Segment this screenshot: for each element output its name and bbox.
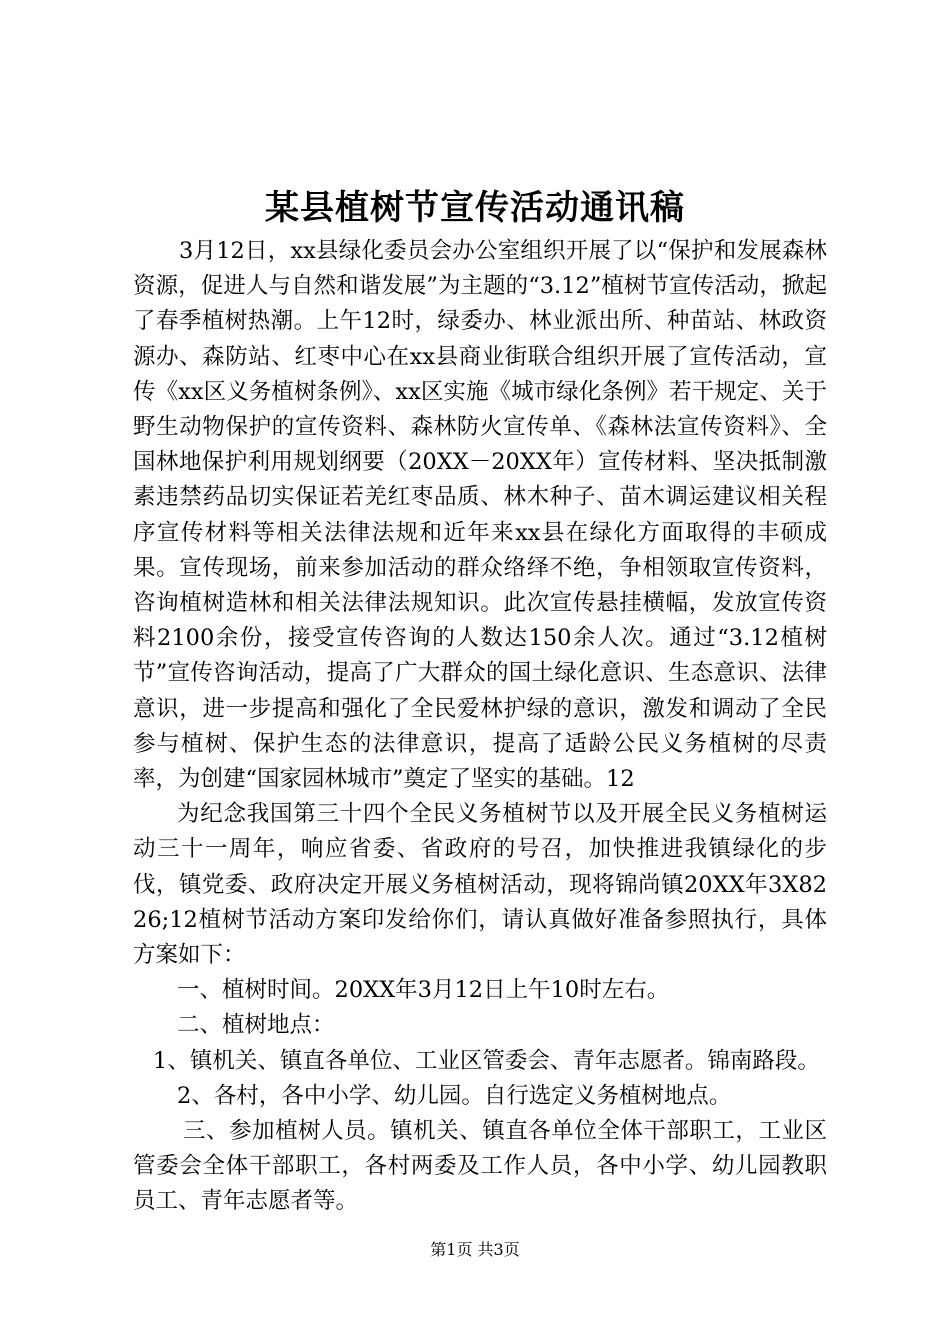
paragraph-plan-intro: 为纪念我国第三十四个全民义务植树节以及开展全民义务植树运动三十一周年，响应省委、省政府的号召，加快推进我镇绿化的步伐，镇党委、政府决定开展义务植树活动，现将锦尚镇20XX年3X8226;12植树节活动方案印发给你们，请认真做好准备参照执行，具体方案如下： [133,801,827,969]
paragraph-planting-time: 一、植树时间。20XX年3月12日上午10时左右。 [177,977,670,1004]
paragraph-planting-location: 二、植树地点： [177,1012,335,1039]
paragraph-participants: 三、参加植树人员。镇机关、镇直各单位全体干部职工，工业区管委会全体干部职工，各村两委及工作人员，各中小学、幼儿园教职员工、青年志愿者等。 [133,1118,827,1215]
paragraph-location-item-1: 1、镇机关、镇直各单位、工业区管委会、青年志愿者。锦南路段。 [153,1047,820,1074]
document-body [133,234,827,1220]
page-footer: 第1页 共3页 [430,1240,520,1259]
paragraph-publicity-report: 3月12日，xx县绿化委员会办公室组织开展了以“保护和发展森林资源，促进人与自然和谐发展”为主题的“3.12”植树节宣传活动，掀起了春季植树热潮。上午12时，绿委办、林业派出所、种苗站、林政资源办、森防站、红枣中心在xx县商业街联合组织开展了宣传活动，宣传《xx区义务植树条例》、xx区实施《城市绿化条例》若干规定、关于野生动物保护的宣传资料、森林防火宣传单、《森林法宣传资料》、全国林地保护利用规划纲要（20XX－20XX年）宣传材料、坚决抵制激素违禁药品切实保证若羌红枣品质、林木种子、苗木调运建议相关程序宣传材料等相关法律法规和近年来xx县在绿化方面取得的丰硕成果。宣传现场，前来参加活动的群众络绎不绝，争相领取宣传资料，咨询植树造林和相关法律法规知识。此次宣传悬挂横幅，发放宣传资料2100余份，接受宣传咨询的人数达150余人次。通过“3.12植树节”宣传咨询活动，提高了广大群众的国土绿化意识、生态意识、法律意识，进一步提高和强化了全民爱林护绿的意识，激发和调动了全民参与植树、保护生态的法律意识，提高了适龄公民义务植树的尽责率，为创建“国家园林城市”奠定了坚实的基础。12 [133,238,827,793]
paragraph-location-item-2: 2、各村，各中小学、幼儿园。自行选定义务植树地点。 [177,1082,732,1109]
document-title: 某县植树节宣传活动通讯稿 [265,188,685,228]
